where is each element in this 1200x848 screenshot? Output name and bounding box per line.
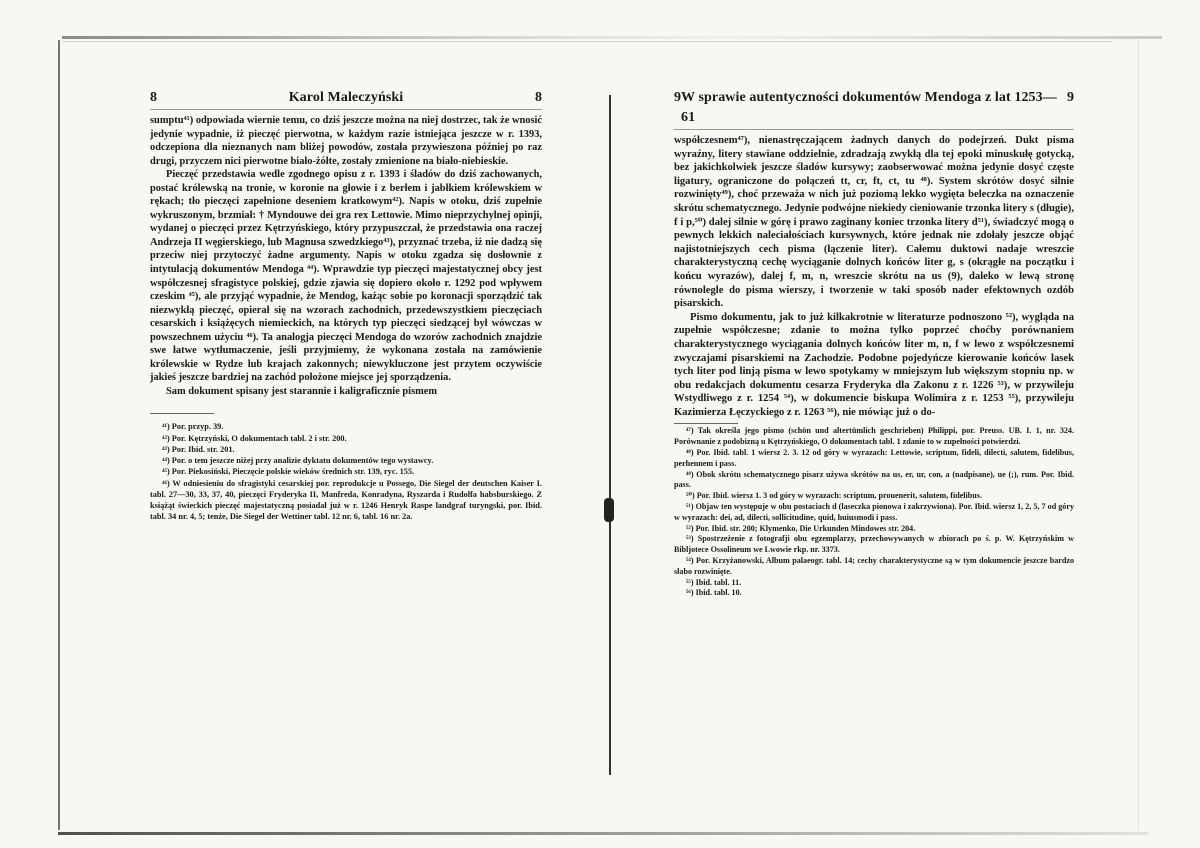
left-paragraph-3: Sam dokument spisany jest starannie i kaligraficznie pismem <box>166 385 438 397</box>
footnote-50: ⁵⁰) Por. Ibid. wiersz 1. 3 od góry w wyrazach: scriptum, prouenerit, salutem, fidelibus. <box>686 491 982 501</box>
footnote-45: ⁴⁵) Por. Piekosiński, Pieczęcie polskie wieków średnich str. 139, ryc. 155. <box>162 467 415 477</box>
footnote-47: ⁴⁷) Tak określa jego pismo (schön und altertümlich geschrieben) Philippi, por. Preuss. UB. I. 1, nr. 324. Porównanie z podobizną u Kętrzyńskiego, O dokumentach tabl. 1 zdanie to w zupełności potwierdzi. <box>674 426 1074 447</box>
scan-edge-right <box>1138 40 1139 830</box>
footnote-44: ⁴⁴) Por. o tem jeszcze niżej przy analizie dyktatu dokumentów tego wystawcy. <box>162 456 434 466</box>
scan-edge-left <box>58 40 60 830</box>
right-footnote-rule <box>674 423 738 424</box>
footnote-41: ⁴¹) Por. przyp. 39. <box>162 422 224 432</box>
left-page <box>150 88 542 522</box>
right-page-number-left: 9 <box>674 90 681 105</box>
footnote-43: ⁴³) Por. Ibid. str. 201. <box>162 444 235 454</box>
right-paragraph-1: współczesnem⁴⁷), nienastręczającem żadnych danych do podejrzeń. Dukt pisma wyraźny, litery stawiane oddzielnie, zdradzają zwykłą dla tej epoki minuskułę gotycką, bez jakichkolwiek jeszcze śladów kursywy; zaobserwować można jedynie dosyć częste ligatury, ograniczone do połączeń tt, cr, ft, ct, tu ⁴⁸). System skrótów dosyć silnie rozwinięty⁴⁹), choć przeważa w nich już poziomą lekko wygięta beleczka na oznaczenie skrótu schematycznego. Jedynie podwójne niekiedy cieniowanie trzonka litery s (długie), f i p,⁵⁰) dalej silnie w górę i prawo zaginany koniec trzonka litery d⁵¹), świadczyć mogą o pewnych lekkich naleciałościach kursywnych, które jednak nie zdołały jeszcze objąć najistotniejszych cech pisma (łączenie liter). Całemu duktowi nadaje wreszcie charakterystyczną cechę wyciąganie dolnych końców liter g, s (okrągłe na początku i końcu wyrazów), dalej f, m, n, wreszcie skrótu na us (9), daleko w lewą stronę równolegle do pisma wierszy, i tworzenie w taki sposób nader efektownych ozdób pisarskich. <box>674 135 1074 310</box>
footnote-55: ⁵⁵) Ibid. tabl. 11. <box>686 577 742 587</box>
footnote-46: ⁴⁶) W odniesieniu do sfragistyki cesarskiej por. reprodukcje u Possego, Die Siegel der deutschen Kaiser I. tabl. 27—30, 33, 37, 40, pieczęci Fryderyka II, Manfreda, Konradyna, Ryszarda i Rudolfa habsburskiego. Z książąt świeckich pieczęć majestatyczną posiadał już w r. 1246 Henryk Raspe landgraf turyngski, por. Ibid. tabl. 34 nr. 4, 5; tenże, Die Siegel der Wettiner tabl. 12 nr. 6, tabl. 16 nr. 2a. <box>150 478 542 522</box>
right-page-header <box>674 88 1074 130</box>
right-page <box>674 88 1074 599</box>
right-page-number: 9 <box>1067 90 1074 105</box>
right-page-body <box>674 134 1074 419</box>
footnote-49: ⁴⁹) Obok skrótu schematycznego pisarz używa skrótów na us, er, ur, con, a (nadpisane), ue (;), rum. Por. Ibid. pass. <box>674 469 1074 490</box>
left-page-number: 8 <box>150 90 157 105</box>
left-paragraph-2: Pieczęć przedstawia wedle zgodnego opisu z r. 1393 i śladów do dziś zachowanych, postać królewską na tronie, w koronie na głowie i z berłem i jabłkiem królewskiem w rękach; tło pieczęci zapełnione deseniem kratkowym⁴²). Napis w otoku, dziś zupełnie wykruszonym, brzmiał: † Myndouwe dei gra rex Lettowie. Mimo nieprzychylnej opinji, wydanej o pieczęci przez Kętrzyńskiego, który przypuszczał, że przedstawia ona raczej Andrzeja II węgierskiego, lub Magnusa szwedzkiego⁴³), przyznać trzeba, iż nie dadzą się przeciw niej przytoczyć żadne argumenty. Napis w otoku zgadza się dosłownie z intytulacją dokumentów Mendoga ⁴⁴). Wprawdzie typ pieczęci majestatycznej obcy jest współczesnej sfragistyce polskiej, gdzie zjawia się dopiero około r. 1292 pod wpływem czeskim ⁴⁵), ale przyjąć wypadnie, że Mendog, każąc sobie po koronacji sporządzić tak niezwykłą pieczęć, opierał się na wzorach zachodnich, przedewszystkiem pieczęciach cesarskich i książęcych niemieckich, na których typ pieczęci siedzącej był wówczas w powszechnem użyciu ⁴⁶). Ta analogja pieczęci Mendoga do wzorów zachodnich znajdzie swe łatwe wytłumaczenie, jeśli przyjmiemy, że wykonana została na zamówienie królewskie w Rydze lub krajach zakonnych; niewykluczone jest przytem oczywiście jakieś jeszcze bardziej na zachód położone miejsce jej sporządzenia. <box>150 169 542 384</box>
scan-edge-top-secondary <box>62 41 1112 42</box>
gutter-binding-mark <box>604 498 614 522</box>
left-footnotes <box>150 421 542 522</box>
book-gutter <box>609 95 611 775</box>
right-footnotes <box>674 426 1074 599</box>
footnote-54: ⁵⁴) Por. Krzyżanowski, Album palaeogr. tabl. 14; cechy charakterystyczne są w tym dokumencie jeszcze bardzo słabo rozwinięte. <box>674 556 1074 576</box>
left-paragraph-1: sumptu⁴¹) odpowiada wiernie temu, co dziś jeszcze można na niej dostrzec, tak że wnosić jedynie wypadnie, iż pieczęć pierwotna, w każdym razie istniejąca jeszcze w r. 1393, odczepiona dla nieznanych nam bliżej powodów, została przywieszona później po raz drugi, przyczem nici pierwotne biało-żółte, zostały zmienione na biało-niebieskie. <box>150 115 542 167</box>
footnote-48: ⁴⁸) Por. Ibid. tabl. 1 wiersz 2. 3. 12 od góry w wyrazach: Lettowie, scriptum, fideli, dilecti, salutem, fidelibus, perhennem i pass. <box>674 448 1074 468</box>
right-paragraph-2: Pismo dokumentu, jak to już kilkakrotnie w literaturze podnoszono ⁵²), wygląda na zupełnie współczesne; zdanie to można tylko poprzeć choćby porównaniem charakterystycznego wyciągania dolnych końców liter m, n, f w lewo z współczesnemi zwyczajami pisarskiemi na Zachodzie. Podobne pojedyńcze kierowanie końców lasek tych liter pod linją pisma w lewo spotykamy w mniejszym lub większym stopniu np. w obu redakcjach dokumentu cesarza Fryderyka dla Zakonu z r. 1226 ⁵³), w przywileju Wstydliwego z r. 1254 ⁵⁴), w dokumencie biskupa Wolimira z r. 1253 ⁵⁵), przywileju Kazimierza Łęczyckiego z r. 1263 ⁵⁶), nie mówiąc już o do- <box>674 311 1074 418</box>
scan-edge-bottom <box>58 832 1148 835</box>
footnote-52: ⁵²) Por. Ibid. str. 200; Klymenko, Die Urkunden Mindowes str. 204. <box>686 523 916 533</box>
left-page-number-right: 8 <box>534 90 542 105</box>
footnote-56: ⁵⁶) Ibid. tabl. 10. <box>686 588 742 598</box>
scan-edge-top <box>62 36 1162 39</box>
left-page-header <box>150 88 542 110</box>
right-running-title: W sprawie autentyczności dokumentów Mendoga z lat 1253—61 <box>681 90 1057 125</box>
left-running-title: Karol Maleczyński <box>288 90 404 105</box>
left-footnote-rule <box>150 413 214 414</box>
footnote-53: ⁵³) Spostrzeżenie z fotografji obu egzemplarzy, przechowywanych w zbiorach po ś. p. W. Kętrzyńskim w Bibljotece Ossolineum we Lwowie rkp. nr. 3373. <box>674 534 1074 555</box>
footnote-51: ⁵¹) Objaw ten występuje w obu postaciach d (laseczka pionowa i zakrzywiona). Por. Ibid. wiersz 1, 2, 5, 7 od góry w wyrazach: dei, ad, dilecti, sollicitudine, quid, huiusmodi i pass. <box>674 502 1074 522</box>
left-page-body <box>150 114 542 398</box>
footnote-42: ⁴²) Por. Kętrzyński, O dokumentach tabl. 2 i str. 200. <box>162 433 347 443</box>
